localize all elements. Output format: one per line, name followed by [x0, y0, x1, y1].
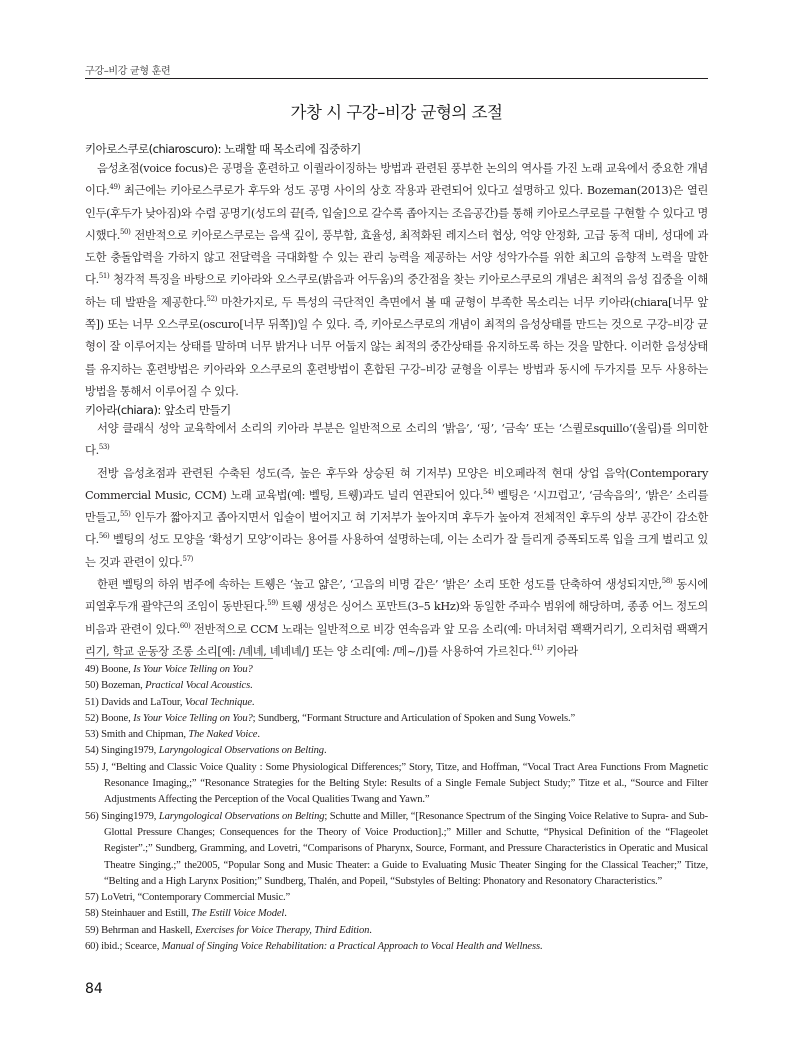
- footnote-item: [85, 695, 708, 711]
- footnote-number: 53): [85, 729, 102, 741]
- section-body-chiaroscuro: [85, 158, 708, 403]
- footnote-title: Manual of Singing Voice Rehabilitation: a Practical Approach to Vocal Health and Wellness: [161, 941, 540, 953]
- section-heading-chiaroscuro: 키아로스쿠로(chiaroscuro): 노래할 때 목소리에 집중하기: [85, 142, 361, 156]
- footnote-title: Practical Vocal Acoustics: [145, 680, 251, 692]
- footnote-text: .: [323, 745, 327, 757]
- footnote-number: 50): [85, 680, 102, 692]
- footnote-number: 51): [85, 696, 102, 708]
- body-text: 서양 클래식 성악 교육학에서 소리의 키아라 부분은 일반적으로 소리의 ‘밝음’, ‘핑’, ‘금속’ 또는 ‘스퀼로squillo’(울림)를 의미한다.: [85, 422, 708, 458]
- page-title: 가창 시 구강–비강 균형의 조절: [290, 103, 503, 122]
- body-text: 인두가 짧아지고 좁아지면서 입술이 벌어지고 혀 기저부가 높아지며 후두가 높아져 전체적인 후두의 상부 공간이 감소한다.: [85, 511, 708, 547]
- footnote-ref[interactable]: 55): [119, 510, 131, 519]
- footnote-text: Boone,: [101, 712, 134, 724]
- body-text: 음성초점(voice focus)은 공명을 훈련하고 이퀄라이징하는 방법과 관련된 풍부한 논의의 역사를 가진 노래 교육에서 중요한 개념이다.: [85, 162, 708, 198]
- footnote-ref[interactable]: 56): [98, 532, 110, 541]
- footnote-item: [85, 743, 708, 759]
- footnote-ref[interactable]: 49): [109, 183, 120, 192]
- body-text: 키아라: [542, 644, 578, 658]
- footnote-item: [85, 939, 708, 955]
- body-text: 최근에는 키아로스쿠로가 후두와 성도 공명 사이의 상호 작용과 관련되어 있다고 설명하고 있다. Bozeman(2013)은 열린 인두(후두가 낮아짐)와 수렴 공명기(성도의 끝[즉, 입술]으로 갈수록 좁아지는 조음공간)를 통해 키아로스쿠로를 구현할 수 있다고 명시했다.: [85, 184, 708, 242]
- footnote-text: .: [251, 696, 255, 708]
- footnote-text: Smith and Chipman,: [101, 729, 189, 741]
- footnote-title: The Naked Voice: [188, 729, 258, 741]
- footnote-text: ; Schutte and Miller, “[Resonance Spectrum of the Singing Voice Relative to Supra- and Sub-Glottal Pressure Changes; Consequences for the Theory of Voice Production].;” Miller and Schutte, “Physical Definition of the “Flageolet Register”.;” Sundberg, Gramming, and Lovetri, “Comparisons of Pharynx, Source, Formant, and Pressure Characteristics in Operatic and Musical Theatre Singing.;” the2005, “Popular Song and Music Theater: a Guide to Evaluating Music Theater Singing for the Classical Teacher;” Titze, “Belting and a High Larynx Position;” Sundberg, Thalén, and Popeil, “Substyles of Belting: Phonatory and Resonatory Characteristics.”: [104, 810, 708, 887]
- footnote-text: .: [257, 729, 260, 741]
- body-text: 한편 벨팅의 하위 범주에 속하는 트웽은 ‘높고 얇은’, ‘고음의 비명 같은’ ‘밝은’ 소리 또한 성도를 단축하여 생성되지만,: [97, 578, 662, 592]
- footnote-ref[interactable]: 53): [98, 443, 110, 452]
- body-text: 트웽 생성은 싱어스 포만트(3–5 kHz)와 동일한 주파수 범위에 해당하며, 종종 어느 정도의 비음과 관련이 있다.: [85, 600, 708, 636]
- footnote-item: [85, 809, 708, 890]
- footnote-text: Behrman and Haskell,: [101, 924, 196, 936]
- footnote-ref[interactable]: 58): [661, 577, 673, 586]
- footnote-text: ; Sundberg, “Formant Structure and Articulation of Spoken and Sung Vowels.”: [252, 712, 576, 724]
- footnote-item: [85, 760, 708, 809]
- footnote-text: LoVetri, “Contemporary Commercial Music.”: [101, 892, 291, 904]
- body-paragraph: [85, 574, 708, 663]
- footnote-number: 55): [85, 761, 102, 773]
- footnote-text: .: [250, 680, 253, 692]
- footnote-text: .: [284, 908, 287, 920]
- footnote-title: Laryngological Observations on Belting: [158, 810, 325, 822]
- body-text: 동시에 피열후두개 괄약근의 조임이 동반된다.: [85, 578, 708, 614]
- footnote-title: The Estill Voice Model: [191, 908, 285, 920]
- footnote-title: Is Your Voice Telling on You?: [133, 712, 253, 724]
- header-rule: [85, 78, 708, 79]
- footnote-text: Davids and LaTour,: [101, 696, 185, 708]
- footnote-item: [85, 890, 708, 906]
- footnote-number: 58): [85, 908, 102, 920]
- footnote-number: 54): [85, 745, 102, 757]
- footnote-ref[interactable]: 60): [179, 621, 191, 630]
- body-paragraph: [85, 158, 708, 403]
- body-text: 청각적 특징을 바탕으로 키아라와 오스쿠로(밝음과 어두움)의 중간점을 찾는 키아로스쿠로의 개념은 최적의 음성 집중을 이해하는 데 발판을 제공한다.: [85, 273, 708, 309]
- footnote-number: 60): [85, 941, 102, 953]
- footnote-item: [85, 906, 708, 922]
- running-head: 구강–비강 균형 훈련: [85, 66, 171, 77]
- footnote-number: 49): [85, 664, 102, 675]
- footnote-text: ibid.; Scearce,: [101, 941, 162, 953]
- footnote-text: .: [539, 941, 543, 953]
- footnote-text: J, “Belting and Classic Voice Quality : Some Physiological Differences;” Story, Titze, and Hoffman, “Vocal Tract Area Functions From Magnetic Resonance Imaging,;” “Resonance Strategies for the Belting Style: Results of a Single Female Subject Study;” Titze et al., “Source and Filter Adjustments Affecting the Perception of the Vocal Qualities Twang and Yawn.”: [101, 761, 709, 806]
- footnote-item: [85, 678, 708, 694]
- footnote-rule: [85, 658, 273, 659]
- body-text: 전방 음성초점과 관련된 수축된 성도(즉, 높은 후두와 상승된 혀 기저부) 모양은 비오페라적 현대 상업 음악(Contemporary Commercial Music, CCM) 노래 교육법(예: 벨팅, 트웽)과도 널리 연관되어 있다.: [85, 466, 708, 502]
- footnote-item: [85, 923, 708, 939]
- footnote-number: 59): [85, 924, 102, 936]
- body-text: 마찬가지로, 두 특성의 극단적인 측면에서 볼 때 균형이 부족한 목소리는 너무 키아라(chiara[너무 앞쪽]) 또는 너무 오스쿠로(oscuro[너무 뒤쪽])일 수 있다. 즉, 키아로스쿠로의 개념이 최적의 음성상태를 만드는 것으로 구강–비강 균형이 잘 이루어지는 상태를 말하며 너무 밝거나 너무 어둡지 않는 최적의 중간상태를 유지하도록 하는 것을 말한다. 이러한 음성상태를 유지하는 훈련방법은 키아라와 오스쿠로의 훈련방법이 혼합된 구강–비강 균형을 이루는 방법과 동시에 두가지를 모두 사용하는 방법을 통해서 이루어질 수 있다.: [85, 295, 708, 398]
- footnote-text: Bozeman,: [101, 680, 146, 692]
- footnote-number: 56): [85, 810, 102, 822]
- page-number: 84: [85, 981, 103, 997]
- footnote-title: Laryngological Observations on Belting: [158, 745, 324, 757]
- footnote-item: [85, 727, 708, 743]
- footnote-title: Is Your Voice Telling on You?: [133, 664, 253, 675]
- footnotes: [85, 662, 708, 955]
- footnote-ref[interactable]: 61): [532, 643, 543, 652]
- footnote-ref[interactable]: 52): [206, 294, 218, 303]
- footnote-text: Boone,: [101, 664, 134, 675]
- footnote-title: Vocal Technique: [184, 696, 252, 708]
- footnote-number: 57): [85, 892, 102, 904]
- footnote-text: Steinhauer and Estill,: [101, 908, 192, 920]
- footnote-ref[interactable]: 54): [483, 487, 494, 496]
- footnote-number: 52): [85, 712, 102, 724]
- footnote-ref[interactable]: 51): [98, 272, 110, 281]
- footnote-item: [85, 711, 708, 727]
- footnote-text: Singing1979,: [101, 745, 159, 757]
- footnote-text: .: [369, 924, 372, 936]
- body-text: 벨팅의 성도 모양을 ‘확성기 모양’이라는 용어를 사용하여 설명하는데, 이는 소리가 잘 들리게 증폭되도록 입을 크게 벌리고 있는 것과 관련이 있다.: [85, 533, 708, 569]
- footnote-ref[interactable]: 57): [182, 554, 194, 563]
- body-text: 전반적으로 키아로스쿠로는 음색 깊이, 풍부함, 효율성, 최적화된 레지스터 협상, 억양 안정화, 고급 동적 대비, 성대에 과도한 충돌압력을 가하지 않고 전달력을 극대화할 수 있는 관리 능력을 제공하는 서양 성악가수를 위한 최고의 음향적 노력을 말한다.: [85, 228, 708, 287]
- footnote-item: [85, 662, 708, 678]
- body-text: 벨팅은 ‘시끄럽고’, ‘금속음의’, ‘밝은’ 소리를 만들고,: [85, 488, 709, 525]
- footnote-title: Exercises for Voice Therapy, Third Edition: [195, 924, 370, 936]
- body-text: 전반적으로 CCM 노래는 일반적으로 비강 연속음과 앞 모음 소리(예: 마녀처럼 꽥꽥거리기, 오리처럼 꽥꽥거리기, 학교 운동장 조롱 소리[예: /녜녜, 녜녜녜/] 또는 양 소리[예: /메~/])를 사용하여 가르친다.: [85, 622, 708, 658]
- section-body-chiara: [85, 418, 708, 663]
- footnote-ref[interactable]: 50): [119, 227, 131, 236]
- footnote-text: Singing1979,: [101, 810, 159, 822]
- footnote-ref[interactable]: 59): [267, 599, 278, 608]
- section-heading-chiara: 키아라(chiara): 앞소리 만들기: [85, 403, 231, 417]
- body-paragraph: [85, 463, 708, 574]
- body-paragraph: [85, 418, 708, 463]
